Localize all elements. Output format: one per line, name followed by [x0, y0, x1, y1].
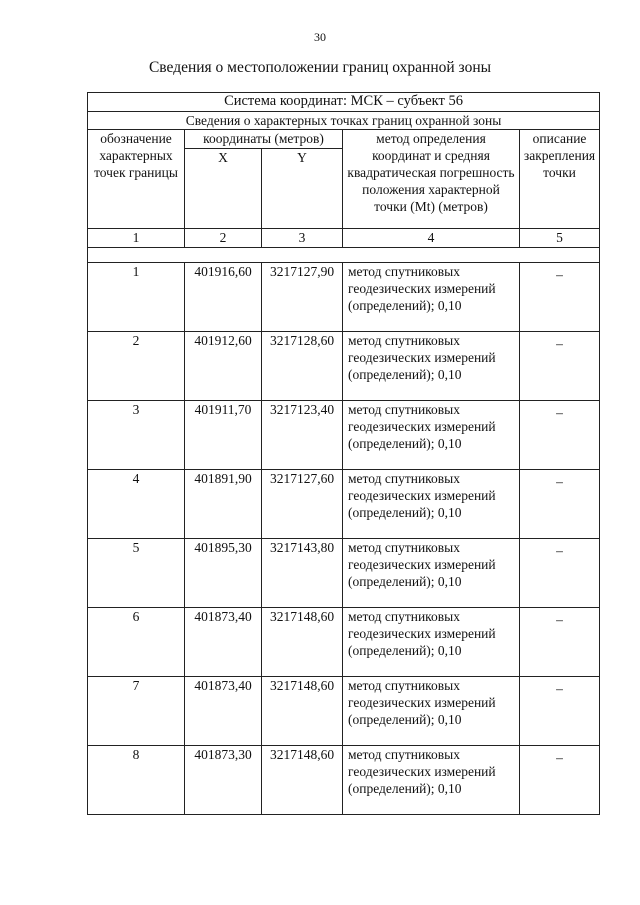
description-cell	[520, 677, 600, 746]
description-cell	[520, 539, 600, 608]
spacer-row	[88, 248, 600, 263]
y-coordinate-cell: 3217127,60	[262, 470, 343, 539]
description-cell	[520, 263, 600, 332]
table-row	[88, 608, 600, 677]
y-coordinate-cell: 3217123,40	[262, 401, 343, 470]
x-coordinate-cell: 401911,70	[185, 401, 262, 470]
x-coordinate-cell: 401873,40	[185, 677, 262, 746]
table-row	[88, 332, 600, 401]
y-coordinate-cell: 3217148,60	[262, 677, 343, 746]
description-dash: –	[556, 267, 563, 282]
method-cell: метод спутниковых геодезических измерений (определений); 0,10	[343, 608, 520, 677]
y-coordinate-cell: 3217148,60	[262, 608, 343, 677]
page-title: Сведения о местоположении границ охранной зоны	[148, 59, 492, 76]
method-cell: метод спутниковых геодезических измерений (определений); 0,10	[343, 401, 520, 470]
description-dash: –	[556, 405, 563, 420]
table-row	[88, 746, 600, 815]
column-number: 5	[520, 229, 600, 248]
y-coordinate-cell: 3217127,90	[262, 263, 343, 332]
description-dash: –	[556, 750, 563, 765]
x-coordinate-cell: 401873,30	[185, 746, 262, 815]
description-dash: –	[556, 681, 563, 696]
table-row	[88, 263, 600, 332]
description-cell	[520, 608, 600, 677]
method-cell: метод спутниковых геодезических измерений (определений); 0,10	[343, 332, 520, 401]
description-dash: –	[556, 612, 563, 627]
y-coordinate-cell: 3217128,60	[262, 332, 343, 401]
column-number: 4	[343, 229, 520, 248]
coordinate-system-header: Система координат: МСК – субъект 56	[88, 93, 600, 112]
boundary-points-table	[87, 92, 600, 815]
table-row	[88, 539, 600, 608]
method-cell: метод спутниковых геодезических измерений (определений); 0,10	[343, 746, 520, 815]
point-number-cell: 7	[88, 677, 185, 746]
description-header: описание закрепления точки	[520, 130, 600, 229]
description-dash: –	[556, 336, 563, 351]
method-header: метод определения координат и средняя квадратическая погрешность положения характерной точки (Mt) (метров)	[343, 130, 520, 229]
table-row	[88, 401, 600, 470]
description-cell	[520, 332, 600, 401]
description-cell	[520, 746, 600, 815]
x-coordinate-cell: 401895,30	[185, 539, 262, 608]
point-number-cell: 6	[88, 608, 185, 677]
column-numbers-row	[88, 229, 600, 248]
point-number-cell: 1	[88, 263, 185, 332]
column-number: 2	[185, 229, 262, 248]
coordinates-header: координаты (метров)	[185, 130, 343, 149]
column-number: 1	[88, 229, 185, 248]
description-dash: –	[556, 543, 563, 558]
table-row	[88, 677, 600, 746]
point-number-cell: 2	[88, 332, 185, 401]
point-number-cell: 5	[88, 539, 185, 608]
x-header: X	[185, 149, 262, 229]
table-row	[88, 470, 600, 539]
x-coordinate-cell: 401891,90	[185, 470, 262, 539]
x-coordinate-cell: 401873,40	[185, 608, 262, 677]
description-cell	[520, 401, 600, 470]
page-number: 30	[314, 30, 326, 44]
description-dash: –	[556, 474, 563, 489]
spacer-cell	[88, 248, 600, 263]
y-coordinate-cell: 3217148,60	[262, 746, 343, 815]
x-coordinate-cell: 401916,60	[185, 263, 262, 332]
point-number-cell: 8	[88, 746, 185, 815]
point-number-cell: 4	[88, 470, 185, 539]
method-cell: метод спутниковых геодезических измерений (определений); 0,10	[343, 263, 520, 332]
x-coordinate-cell: 401912,60	[185, 332, 262, 401]
table-subtitle: Сведения о характерных точках границ охранной зоны	[88, 112, 600, 130]
method-cell: метод спутниковых геодезических измерений (определений); 0,10	[343, 539, 520, 608]
designation-header: обозначение характерных точек границы	[88, 130, 185, 229]
method-cell: метод спутниковых геодезических измерений (определений); 0,10	[343, 677, 520, 746]
point-number-cell: 3	[88, 401, 185, 470]
y-header: Y	[262, 149, 343, 229]
description-cell	[520, 470, 600, 539]
y-coordinate-cell: 3217143,80	[262, 539, 343, 608]
method-cell: метод спутниковых геодезических измерений (определений); 0,10	[343, 470, 520, 539]
column-number: 3	[262, 229, 343, 248]
